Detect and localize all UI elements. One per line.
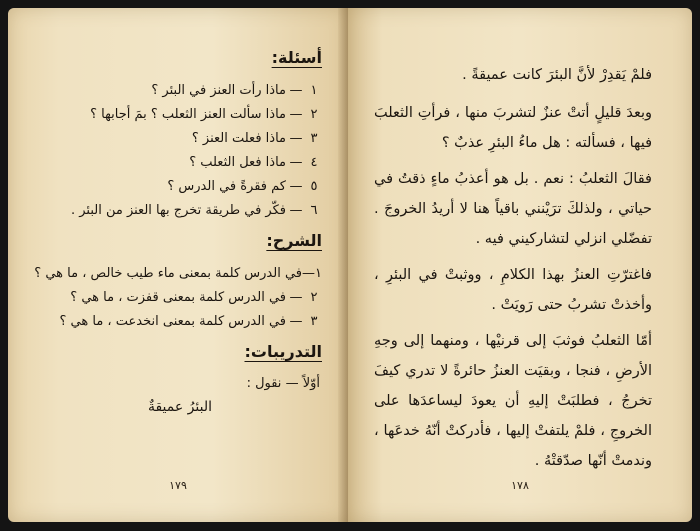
question-item [38, 175, 322, 199]
dash: — [289, 203, 303, 218]
question-item [38, 103, 322, 127]
exercises-heading: التدريبات: [244, 342, 322, 361]
explanation-item [38, 286, 322, 310]
question-item [38, 151, 322, 175]
question-item [38, 79, 322, 103]
left-page [8, 8, 348, 522]
story-paragraph: فاغترّتِ العنزُ بهذا الكلامِ ، ووثبتْ في البئرِ ، وأخذتْ تشربُ حتى رَويَتْ . [374, 267, 652, 313]
dash: — [289, 83, 303, 98]
explanation-number: ١ [315, 266, 322, 281]
dash: — [302, 266, 316, 281]
question-number: ٦ [310, 203, 318, 218]
dash: — [289, 131, 303, 146]
explanation-number: ٣ [310, 314, 318, 329]
right-page-number: ١٧٨ [511, 479, 529, 492]
left-page-number: ١٧٩ [169, 479, 187, 492]
story-paragraph: أمّا الثعلبُ فوثبَ إلى قرنيْها ، ومنهما إلى وجهِ الأرضِ ، فنجا ، وبقيَت العنزُ حائرةً لا تدري كيفَ تخرجُ ، فطلبَتْ إليهِ أن يعودَ ليساعدَها على الخروجِ ، فلمْ يلتفتْ إليها ، فأدركتْ أنّهُ خدعَها ، وندمتْ أنّها صدّقتْهُ . [374, 333, 652, 469]
question-number: ٤ [310, 155, 318, 170]
right-page [348, 8, 692, 522]
question-text: كم فقرةً في الدرس ؟ [167, 179, 286, 194]
question-item [38, 199, 322, 223]
dash: — [289, 107, 303, 122]
question-text: فكّر في طريقة تخرج بها العنز من البئر . [70, 203, 286, 218]
explanation-list [34, 262, 322, 334]
explanation-heading: الشرح: [266, 231, 322, 250]
explanation-item [34, 262, 322, 286]
spacer [38, 223, 322, 231]
right-page-content [374, 60, 652, 482]
spacer [38, 334, 322, 342]
explanation-number: ٢ [310, 290, 318, 305]
question-number: ١ [310, 83, 318, 98]
question-text: ماذا رأت العنز في البئر ؟ [151, 83, 286, 98]
questions-heading: أسئلة: [271, 48, 322, 67]
story-paragraph: فلمْ يَقدِرْ لأنَّ البئرَ كانت عميقةً . [462, 67, 652, 83]
explanation-item [38, 310, 322, 334]
dash: — [289, 290, 303, 305]
dash: — [289, 155, 303, 170]
question-item [38, 127, 322, 151]
dash: — [289, 179, 303, 194]
questions-list [38, 79, 322, 223]
left-page-content [34, 48, 322, 415]
question-text: ماذا فعل الثعلب ؟ [189, 155, 286, 170]
question-text: ماذا فعلت العنز ؟ [191, 131, 286, 146]
question-number: ٣ [310, 131, 318, 146]
story-paragraph: وبعدَ قليلٍ أتتْ عنزٌ لتشربَ منها ، فرأتِ الثعلبَ فيها ، فسألته : هل ماءُ البئرِ عذبٌ ؟ [374, 105, 652, 151]
question-text: ماذا سألت العنز الثعلب ؟ بمَ أجابها ؟ [90, 107, 286, 122]
story-paragraph: فقالَ الثعلبُ : نعم . بل هو أعذبُ ماءٍ ذقتُ في حياتي ، ولذلكَ ترَيْنني باقياً هنا لا أريدُ الخروجَ . تفضّلي انزلي لتشاركيني فيه . [374, 171, 652, 247]
explanation-text: في الدرس كلمة بمعنى ماء طيب خالص ، ما هي ؟ [34, 266, 303, 281]
dash: — [289, 314, 303, 329]
question-number: ٥ [310, 179, 318, 194]
question-number: ٢ [310, 107, 318, 122]
exercise-intro: أوّلاً — نقول : [246, 376, 320, 391]
explanation-text: في الدرس كلمة بمعنى قفزت ، ما هي ؟ [70, 290, 286, 305]
explanation-text: في الدرس كلمة بمعنى انخدعت ، ما هي ؟ [59, 314, 286, 329]
exercise-phrase: البئرُ عميقةٌ [147, 399, 213, 415]
